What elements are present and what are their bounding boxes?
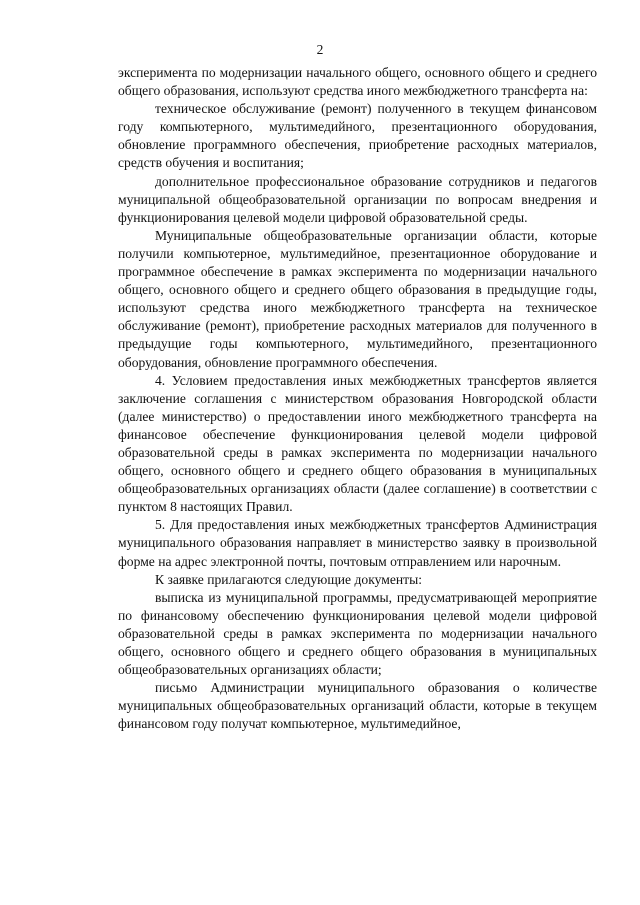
paragraph-administration-letter: письмо Администрации муниципального образования о количестве муниципальных общеобразовательных организаций области, которые в текущем финансовом году получат компьютерное, мультимедийное, <box>118 680 597 732</box>
paragraph-clause-4: 4. Условием предоставления иных межбюджетных трансфертов является заключение соглашения с министерством образования Новгородской области (далее министерство) о предоставлении иного межбюджетного трансферта на финансовое обеспечение функционирования целевой модели цифровой образовательной среды в рамках эксперимента по модернизации начального общего, основного общего и среднего общего образования в муниципальных общеобразовательных организациях области (далее соглашение) в соответствии с пунктом 8 настоящих Правил. <box>118 372 597 515</box>
paragraph-professional-education: дополнительное профессиональное образование сотрудников и педагогов муниципальной общеобразовательной организации по вопросам внедрения и функционирования целевой модели цифровой образовательной среды. <box>118 173 597 225</box>
paragraph-experiment-continuation: эксперимента по модернизации начального общего, основного общего и среднего общего образования, используют средства иного межбюджетного трансферта на: <box>118 65 597 99</box>
page-number: 2 <box>316 42 324 57</box>
document-body <box>118 64 597 733</box>
paragraph-municipal-organizations: Муниципальные общеобразовательные организации области, которые получили компьютерное, мультимедийное, презентационное оборудование и программное обеспечение в рамках эксперимента по модернизации начального общего, основного общего и среднего общего образования в предыдущие годы, используют средства иного межбюджетного трансферта на техническое обслуживание (ремонт), приобретение расходных материалов для полученного в предыдущие годы компьютерного, мультимедийного, презентационного оборудования, обновление программного обеспечения. <box>118 227 597 370</box>
paragraph-maintenance: техническое обслуживание (ремонт) полученного в текущем финансовом году компьютерного, мультимедийного, презентационного оборудования, обновление программного обеспечения, приобретение расходных материалов, средств обучения и воспитания; <box>118 101 597 171</box>
paragraph-attachments-intro: К заявке прилагаются следующие документы: <box>155 571 422 587</box>
paragraph-program-extract: выписка из муниципальной программы, предусматривающей мероприятие по финансовому обеспечению функционирования целевой модели цифровой образовательной среды в рамках эксперимента по модернизации начального общего, основного общего и среднего общего образования в муниципальных общеобразовательных организациях области; <box>118 589 597 678</box>
paragraph-clause-5: 5. Для предоставления иных межбюджетных трансфертов Администрация муниципального образования направляет в министерство заявку в произвольной форме на адрес электронной почты, почтовым отправлением или нарочным. <box>118 517 597 569</box>
